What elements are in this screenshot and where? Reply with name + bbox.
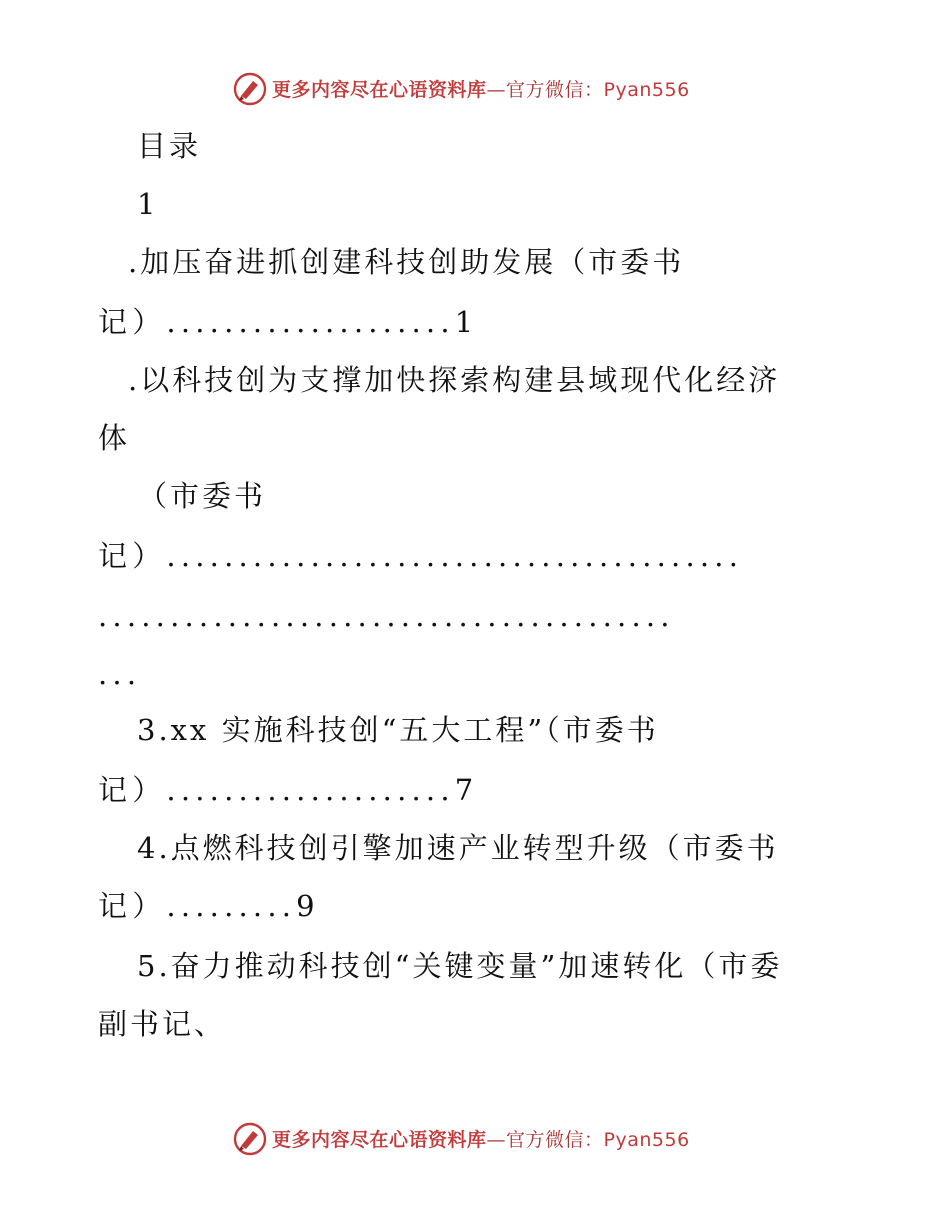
toc-entry-title: （市委书	[138, 479, 267, 513]
watermark-text	[272, 78, 690, 102]
toc-entry-dots: ...	[98, 657, 142, 691]
toc-entry-page: 记）........................................	[98, 539, 744, 573]
watermark-wechat-label: —官方微信：	[486, 79, 604, 101]
toc-entry-title: 5.奋力推动科技创“关键变量”加速转化（市委	[137, 949, 783, 983]
toc-entry-title: .以科技创为支撑加快探索构建县域现代化经济	[128, 363, 781, 397]
toc-entry-title: 3.xx 实施科技创“五大工程”（市委书	[137, 713, 659, 747]
toc-entry-page: 记）....................7	[98, 773, 479, 807]
toc-entry-title: 副书记、	[98, 1007, 227, 1041]
watermark-wechat-id: Pyan556	[603, 79, 690, 101]
toc-entry-page: 记）....................1	[98, 305, 479, 339]
watermark-banner-bottom	[0, 1120, 950, 1160]
watermark-wechat-id: Pyan556	[603, 1129, 690, 1151]
toc-entry-title: .加压奋进抓创建科技创助发展（市委书	[128, 245, 685, 279]
toc-line: 1	[137, 187, 159, 221]
watermark-text	[272, 1128, 690, 1152]
toc-heading: 目录	[137, 129, 202, 163]
watermark-banner-top	[0, 70, 950, 110]
watermark-source: 更多内容尽在心语资料库	[272, 79, 487, 101]
toc-entry-dots: ........................................	[98, 599, 675, 633]
toc-entry-page: 记）.........9	[98, 889, 320, 923]
pen-logo-icon	[233, 72, 267, 106]
pen-logo-icon	[233, 1122, 267, 1156]
toc-entry-title: 4.点燃科技创引擎加速产业转型升级（市委书	[137, 831, 779, 865]
watermark-wechat-label: —官方微信：	[486, 1129, 604, 1151]
toc-entry-title: 体	[98, 421, 131, 455]
watermark-source: 更多内容尽在心语资料库	[272, 1129, 487, 1151]
